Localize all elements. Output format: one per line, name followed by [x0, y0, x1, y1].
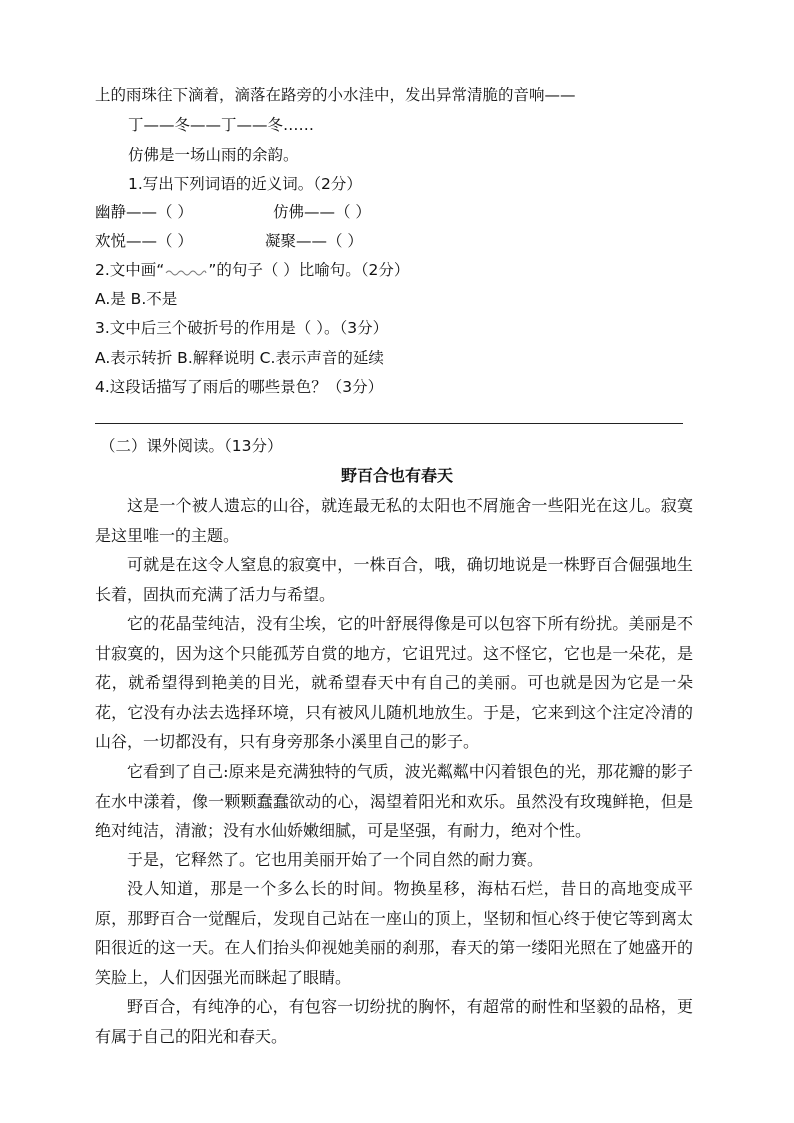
passage-line-3: 仿佛是一场山雨的余韵。 [128, 146, 299, 164]
question-2 [95, 260, 409, 280]
article-paragraph-3: 它的花晶莹纯洁，没有尘埃，它的叶舒展得像是可以包容下所有纷扰。美丽是不甘寂寞的，因为这个只能孤芳自赏的地方，它诅咒过。这不怪它，它也是一朵花，是花，就希望得到艳美的目光，就希望春天中有自己的美丽。可也就是因为它是一朵花，它没有办法去选择环境，只有被风儿随机地放生。于是，它来到这个注定冷清的山谷，一切都没有，只有身旁那条小溪里自己的影子。 [95, 614, 693, 751]
question-1: 1.写出下列词语的近义词。（2分） [128, 175, 362, 193]
question-1-item-b: 仿佛——（ ） [273, 203, 371, 221]
question-2-prefix: 2.文中画“ [95, 261, 165, 279]
question-1-item-c: 欢悦——（ ） [95, 232, 193, 250]
question-1-item-a: 幽静——（ ） [95, 203, 193, 221]
article-paragraph-6: 没人知道，那是一个多么长的时间。物换星移，海枯石烂，昔日的高地变成平原，那野百合一觉醒后，发现自己站在一座山的顶上，坚韧和恒心终于使它等到离太阳很近的这一天。在人们抬头仰视她美丽的刹那，春天的第一缕阳光照在了她盛开的笑脸上，人们因强光而眯起了眼睛。 [95, 879, 693, 987]
article-title: 野百合也有春天 [340, 466, 453, 485]
question-2-suffix: ”的句子（ ）比喻句。（2分） [208, 261, 410, 279]
article-paragraph-7: 野百合，有纯净的心，有包容一切纷扰的胸怀，有超常的耐性和坚毅的品格，更有属于自己的阳光和春天。 [95, 997, 693, 1046]
section-header: （二）课外阅读。（13分） [100, 437, 283, 455]
question-1-item-d: 凝聚——（ ） [265, 232, 363, 250]
question-3: 3.文中后三个破折号的作用是（ ）。（3分） [95, 319, 389, 337]
article-paragraph-2: 可就是在这令人窒息的寂寞中，一株百合，哦，确切地说是一株野百合倔强地生长着，固执而充满了活力与希望。 [95, 555, 693, 604]
wavy-underline-icon [164, 266, 208, 276]
article-paragraph-4: 它看到了自己:原来是充满独特的气质，波光粼粼中闪着银色的光，那花瓣的影子在水中漾着，像一颗颗蠢蠢欲动的心，渴望着阳光和欢乐。虽然没有玫瑰鲜艳，但是绝对纯洁，清澈；没有水仙娇嫩细腻，可是坚强，有耐力，绝对个性。 [95, 762, 693, 840]
article-paragraph-1: 这是一个被人遗忘的山谷，就连最无私的太阳也不屑施舍一些阳光在这儿。寂寞是这里唯一的主题。 [95, 496, 693, 545]
question-3-options: A.表示转折 B.解释说明 C.表示声音的延续 [95, 349, 384, 367]
article-paragraph-5: 于是，它释然了。它也用美丽开始了一个同自然的耐力赛。 [127, 850, 544, 869]
question-4: 4.这段话描写了雨后的哪些景色？（3分） [95, 378, 384, 396]
passage-line-2: 丁——冬——丁——冬…… [128, 116, 315, 134]
passage-line-1: 上的雨珠往下滴着，滴落在路旁的小水洼中，发出异常清脆的音响—— [95, 86, 576, 104]
answer-line [95, 423, 683, 424]
question-2-options: A.是 B.不是 [95, 290, 178, 308]
